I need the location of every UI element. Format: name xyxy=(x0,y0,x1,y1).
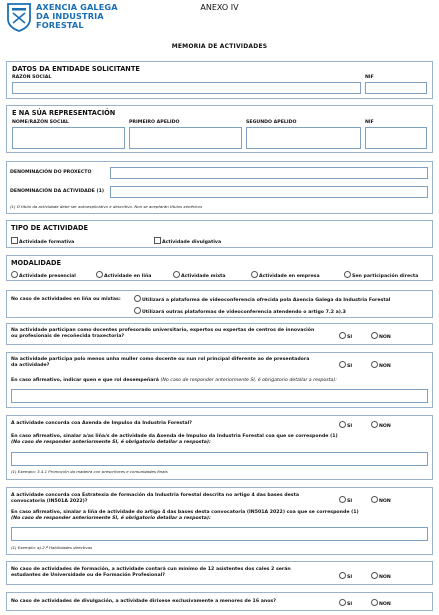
rep-name-label: NOME/RAZÓN SOCIAL xyxy=(12,120,69,125)
radio-icon xyxy=(339,332,346,339)
woman-question: Na actividade participa polo menos unha muller como docente ou nun rol principal diferente ao de presentadora da actividade? xyxy=(11,357,310,368)
activity-name-label: DENOMINACIÓN DA ACTIVIDADE (1) xyxy=(10,189,105,194)
formation12-section xyxy=(6,561,433,585)
nif-field[interactable] xyxy=(365,82,427,94)
page-header xyxy=(0,0,439,40)
woman-detail-field[interactable] xyxy=(11,389,428,403)
agenda-detail-field[interactable] xyxy=(11,452,428,466)
document-title: MEMORIA DE ACTIVIDADES xyxy=(171,43,268,50)
divulgation16-section xyxy=(6,592,433,611)
radio-icon xyxy=(339,572,346,579)
rep-name-field[interactable] xyxy=(12,127,125,149)
entity-title: DATOS DA ENTIDADE SOLICITANTE xyxy=(12,65,140,73)
modality-option-mixed[interactable]: Actividade mixta xyxy=(173,271,226,279)
online-option-other-platform[interactable]: Utilizará outras plataformas de videoconferencia atendendo o artigo 7.2 a).3 xyxy=(134,307,346,315)
radio-icon xyxy=(371,572,378,579)
rep-first-surname-field[interactable] xyxy=(129,127,242,149)
rep-second-surname-field[interactable] xyxy=(246,127,361,149)
brand-name: AXENCIA GALEGA DA INDUSTRIA FORESTAL xyxy=(36,2,118,30)
modality-option-no-participation[interactable]: Sen participación directa xyxy=(344,271,418,279)
radio-icon xyxy=(339,421,346,428)
radio-icon xyxy=(96,271,103,278)
project-section xyxy=(6,161,433,214)
agenda-followup: En caso afirmativo, sinalar a/as liña/s de actividade da Axenda de Impulso da Industria Forestal coa que se corresponde (1) (No caso de responder anteriormente SI, é obrigatorio detallar a resposta): xyxy=(11,434,338,445)
strategy-yes-radio[interactable]: SI xyxy=(339,496,352,504)
woman-yes-radio[interactable]: SI xyxy=(339,361,352,369)
teachers-no-radio[interactable]: NON xyxy=(371,332,391,340)
strategy-section xyxy=(6,487,433,555)
radio-icon xyxy=(339,496,346,503)
strategy-detail-field[interactable] xyxy=(11,527,428,541)
woman-section xyxy=(6,352,433,408)
razon-social-label: RAZÓN SOCIAL xyxy=(12,75,52,80)
formation12-no-radio[interactable]: NON xyxy=(371,572,391,580)
project-name-field[interactable] xyxy=(110,167,428,179)
radio-icon xyxy=(134,307,141,314)
radio-icon xyxy=(251,271,258,278)
formative-checkbox[interactable]: Actividade formativa xyxy=(11,237,74,245)
online-option-agif-platform[interactable]: Utilizará a plataforma de videoconferencia ofrecida pola Axencia Galega da Industria Forestal xyxy=(134,295,390,303)
divulgative-checkbox[interactable]: Actividade divulgativa xyxy=(154,237,221,245)
strategy-no-radio[interactable]: NON xyxy=(371,496,391,504)
teachers-section xyxy=(6,323,433,345)
radio-icon xyxy=(134,295,141,302)
radio-icon xyxy=(371,496,378,503)
entity-section xyxy=(6,61,433,99)
modality-option-company[interactable]: Actividade en empresa xyxy=(251,271,320,279)
teachers-question: Na actividade participan como docentes profesorado universitario, expertos ou expertas de centros de innovación ou profesionais de recoñecida traxectoria? xyxy=(11,328,315,339)
radio-icon xyxy=(344,271,351,278)
radio-icon xyxy=(11,271,18,278)
activity-type-title: TIPO DE ACTIVIDADE xyxy=(11,224,88,232)
online-section xyxy=(6,290,433,318)
radio-icon xyxy=(371,421,378,428)
radio-icon xyxy=(339,361,346,368)
agenda-question: A actividade concorda coa Axenda de Impulso da Industria Forestal? xyxy=(11,421,192,426)
modality-title: MODALIDADE xyxy=(11,259,61,267)
project-note: (1) O título da actividade debe ser autoexplicativo e descritivo. Non se aceptarán títulos xenéricos xyxy=(10,204,203,209)
strategy-question: A actividade concorda coa Estratexia de formación da Industria forestal descrita no artigo 4 das bases desta convocatoria (IN501A 2022)? xyxy=(11,493,300,504)
strategy-followup: En caso afirmativo, sinalar a liña de actividade do artigo 4 das bases desta convocatoria (IN501A 2022) coa que se corresponde (1) (No caso de responder anteriormente SI, é obrigatorio detallar a resposta): xyxy=(11,510,359,521)
checkbox-icon xyxy=(11,237,18,244)
modality-option-online[interactable]: Actividade en liña xyxy=(96,271,151,279)
rep-first-surname-label: PRIMEIRO APELIDO xyxy=(129,120,180,125)
strategy-note: (1) Exemplo: a).2.ª Habilidades directivas xyxy=(11,545,93,550)
woman-no-radio[interactable]: NON xyxy=(371,361,391,369)
teachers-yes-radio[interactable]: SI xyxy=(339,332,352,340)
woman-followup: En caso afirmativo, indicar quen e que rol desempeñará (No caso de responder anteriormente SI, é obrigatorio detallar a resposta): xyxy=(11,378,337,383)
representation-title: E NA SÚA REPRESENTACIÓN xyxy=(12,109,116,117)
activity-type-section xyxy=(6,220,433,248)
nif-label: NIF xyxy=(365,75,374,80)
online-question: No caso de actividades en liña ou mixtas: xyxy=(11,297,121,302)
agenda-note: (1) Exemplo: 3.4.1 Promoción da madeira con prescritores e comunidades finais xyxy=(11,469,168,474)
formation12-yes-radio[interactable]: SI xyxy=(339,572,352,580)
radio-icon xyxy=(371,361,378,368)
radio-icon xyxy=(371,332,378,339)
agenda-yes-radio[interactable]: SI xyxy=(339,421,352,429)
radio-icon xyxy=(371,599,378,606)
annex-title: ANEXO IV xyxy=(200,3,239,12)
agenda-section xyxy=(6,415,433,480)
modality-section xyxy=(6,255,433,281)
modality-option-presencial[interactable]: Actividade presencial xyxy=(11,271,76,279)
checkbox-icon xyxy=(154,237,161,244)
rep-nif-label: NIF xyxy=(365,120,374,125)
activity-name-field[interactable] xyxy=(110,186,428,198)
formation12-question: No caso de actividades de formación, a actividade contará cun mínimo de 12 asistentes dos cales 2 serán estudantes de Universidade ou de Formación Profesional? xyxy=(11,567,291,578)
representation-section xyxy=(6,105,433,153)
divulgation16-yes-radio[interactable]: SI xyxy=(339,599,352,607)
divulgation16-no-radio[interactable]: NON xyxy=(371,599,391,607)
rep-nif-field[interactable] xyxy=(365,127,427,149)
radio-icon xyxy=(173,271,180,278)
agenda-no-radio[interactable]: NON xyxy=(371,421,391,429)
rep-second-surname-label: SEGUNDO APELIDO xyxy=(246,120,297,125)
razon-social-field[interactable] xyxy=(12,82,361,94)
project-name-label: DENOMINACIÓN DO PROXECTO xyxy=(10,170,92,175)
divulgation16-question: No caso de actividades de divulgación, a actividade dirixese exclusivamente a menores de 16 anos? xyxy=(11,599,276,604)
radio-icon xyxy=(339,599,346,606)
